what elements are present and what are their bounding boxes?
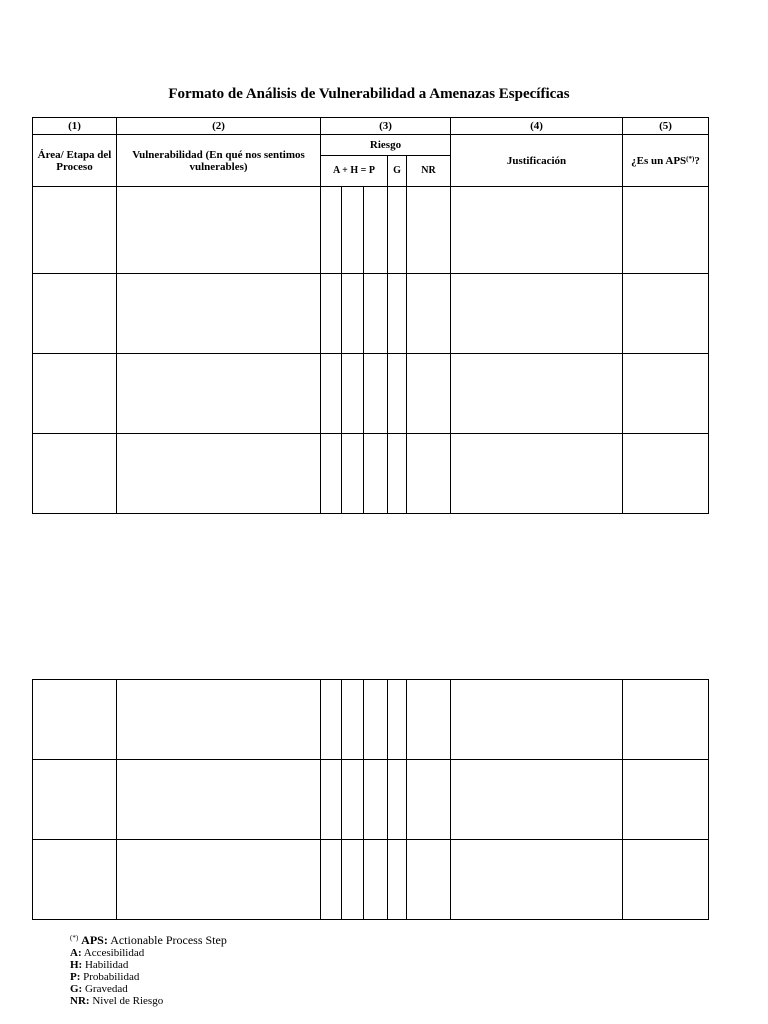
table-row (33, 840, 709, 920)
table-cell[interactable] (33, 187, 117, 274)
header-riesgo: Riesgo (321, 135, 451, 156)
table-cell[interactable] (33, 434, 117, 514)
table-cell[interactable] (342, 434, 364, 514)
table-cell[interactable] (407, 187, 451, 274)
document-title: Formato de Análisis de Vulnerabilidad a Amenazas Específicas (168, 86, 570, 102)
table-cell[interactable] (321, 840, 342, 920)
table-cell[interactable] (388, 354, 407, 434)
table-cell[interactable] (451, 760, 623, 840)
table-cell[interactable] (407, 840, 451, 920)
table-row (33, 434, 709, 514)
header-nr: NR (407, 156, 451, 187)
table-cell[interactable] (388, 434, 407, 514)
header-justificacion: Justificación (451, 135, 623, 187)
table-cell[interactable] (342, 274, 364, 354)
table-cell[interactable] (33, 354, 117, 434)
header-a-h-p: A + H = P (321, 156, 388, 187)
table-cell[interactable] (364, 760, 388, 840)
table-cell[interactable] (364, 680, 388, 760)
legend-key: G: (70, 983, 83, 995)
legend (70, 933, 227, 1007)
table-cell[interactable] (117, 274, 321, 354)
legend-item (70, 983, 227, 995)
table-cell[interactable] (117, 187, 321, 274)
table-cell[interactable] (33, 840, 117, 920)
table-cell[interactable] (364, 434, 388, 514)
legend-key: A: (70, 947, 82, 959)
table-cell[interactable] (451, 354, 623, 434)
table-cell[interactable] (623, 760, 709, 840)
table-cell[interactable] (451, 680, 623, 760)
table-cell[interactable] (117, 354, 321, 434)
table-cell[interactable] (117, 840, 321, 920)
table-cell[interactable] (117, 680, 321, 760)
table-row (33, 187, 709, 274)
table-cell[interactable] (623, 434, 709, 514)
legend-aps (70, 933, 227, 947)
table-cell[interactable] (364, 187, 388, 274)
table-cell[interactable] (364, 840, 388, 920)
table-cell[interactable] (342, 760, 364, 840)
col-number-4: (4) (451, 118, 623, 135)
legend-key: P: (70, 971, 81, 983)
table-row (33, 354, 709, 434)
legend-aps-key: APS: (81, 933, 108, 947)
table-cell[interactable] (451, 434, 623, 514)
table-cell[interactable] (321, 274, 342, 354)
table-cell[interactable] (451, 274, 623, 354)
header-es-aps-qmark: ? (694, 154, 700, 167)
table-cell[interactable] (388, 274, 407, 354)
legend-aps-sup: (*) (70, 934, 79, 942)
vulnerability-analysis-table (32, 117, 709, 514)
table-row (33, 274, 709, 354)
table-cell[interactable] (342, 680, 364, 760)
table-cell[interactable] (321, 354, 342, 434)
table-cell[interactable] (623, 840, 709, 920)
col-number-1: (1) (33, 118, 117, 135)
header-es-aps (623, 135, 709, 187)
table-cell[interactable] (451, 187, 623, 274)
table-row (33, 760, 709, 840)
header-vulnerabilidad: Vulnerabilidad (En qué nos sentimos vulnerables) (117, 135, 321, 187)
col-number-3: (3) (321, 118, 451, 135)
table-cell[interactable] (342, 187, 364, 274)
legend-aps-text: Actionable Process Step (110, 933, 227, 947)
table-cell[interactable] (451, 840, 623, 920)
legend-item (70, 995, 227, 1007)
vulnerability-analysis-table-continued (32, 679, 709, 920)
table-row (33, 680, 709, 760)
column-number-row (33, 118, 709, 135)
legend-text: Habilidad (84, 959, 129, 971)
table-cell[interactable] (33, 680, 117, 760)
table-cell[interactable] (321, 760, 342, 840)
header-g: G (388, 156, 407, 187)
legend-text: Nivel de Riesgo (92, 995, 164, 1007)
table-cell[interactable] (623, 680, 709, 760)
table-cell[interactable] (117, 760, 321, 840)
table-cell[interactable] (321, 187, 342, 274)
legend-text: Accesibilidad (83, 947, 145, 959)
legend-key: H: (70, 959, 83, 971)
table-cell[interactable] (407, 434, 451, 514)
col-number-5: (5) (623, 118, 709, 135)
col-number-2: (2) (117, 118, 321, 135)
table-cell[interactable] (364, 274, 388, 354)
table-cell[interactable] (388, 760, 407, 840)
table-cell[interactable] (33, 760, 117, 840)
legend-item (70, 971, 227, 983)
header-es-aps-sup: (*) (686, 154, 695, 163)
header-es-aps-text: ¿Es un APS (631, 154, 687, 167)
table-cell[interactable] (321, 434, 342, 514)
legend-text: Gravedad (84, 983, 128, 995)
legend-item (70, 947, 227, 959)
table-cell[interactable] (623, 187, 709, 274)
table-cell[interactable] (342, 354, 364, 434)
table-cell[interactable] (388, 187, 407, 274)
table-cell[interactable] (623, 354, 709, 434)
legend-text: Probabilidad (83, 971, 140, 983)
legend-key: NR: (70, 995, 90, 1007)
table-cell[interactable] (388, 680, 407, 760)
table-cell[interactable] (407, 354, 451, 434)
table-cell[interactable] (364, 354, 388, 434)
table-cell[interactable] (407, 274, 451, 354)
table-cell[interactable] (388, 840, 407, 920)
table-cell[interactable] (342, 840, 364, 920)
table-cell[interactable] (407, 760, 451, 840)
table-cell[interactable] (321, 680, 342, 760)
legend-item (70, 959, 227, 971)
table-cell[interactable] (407, 680, 451, 760)
table-cell[interactable] (33, 274, 117, 354)
table-cell[interactable] (117, 434, 321, 514)
header-area-etapa: Área/ Etapa del Proceso (33, 135, 117, 187)
table-cell[interactable] (623, 274, 709, 354)
